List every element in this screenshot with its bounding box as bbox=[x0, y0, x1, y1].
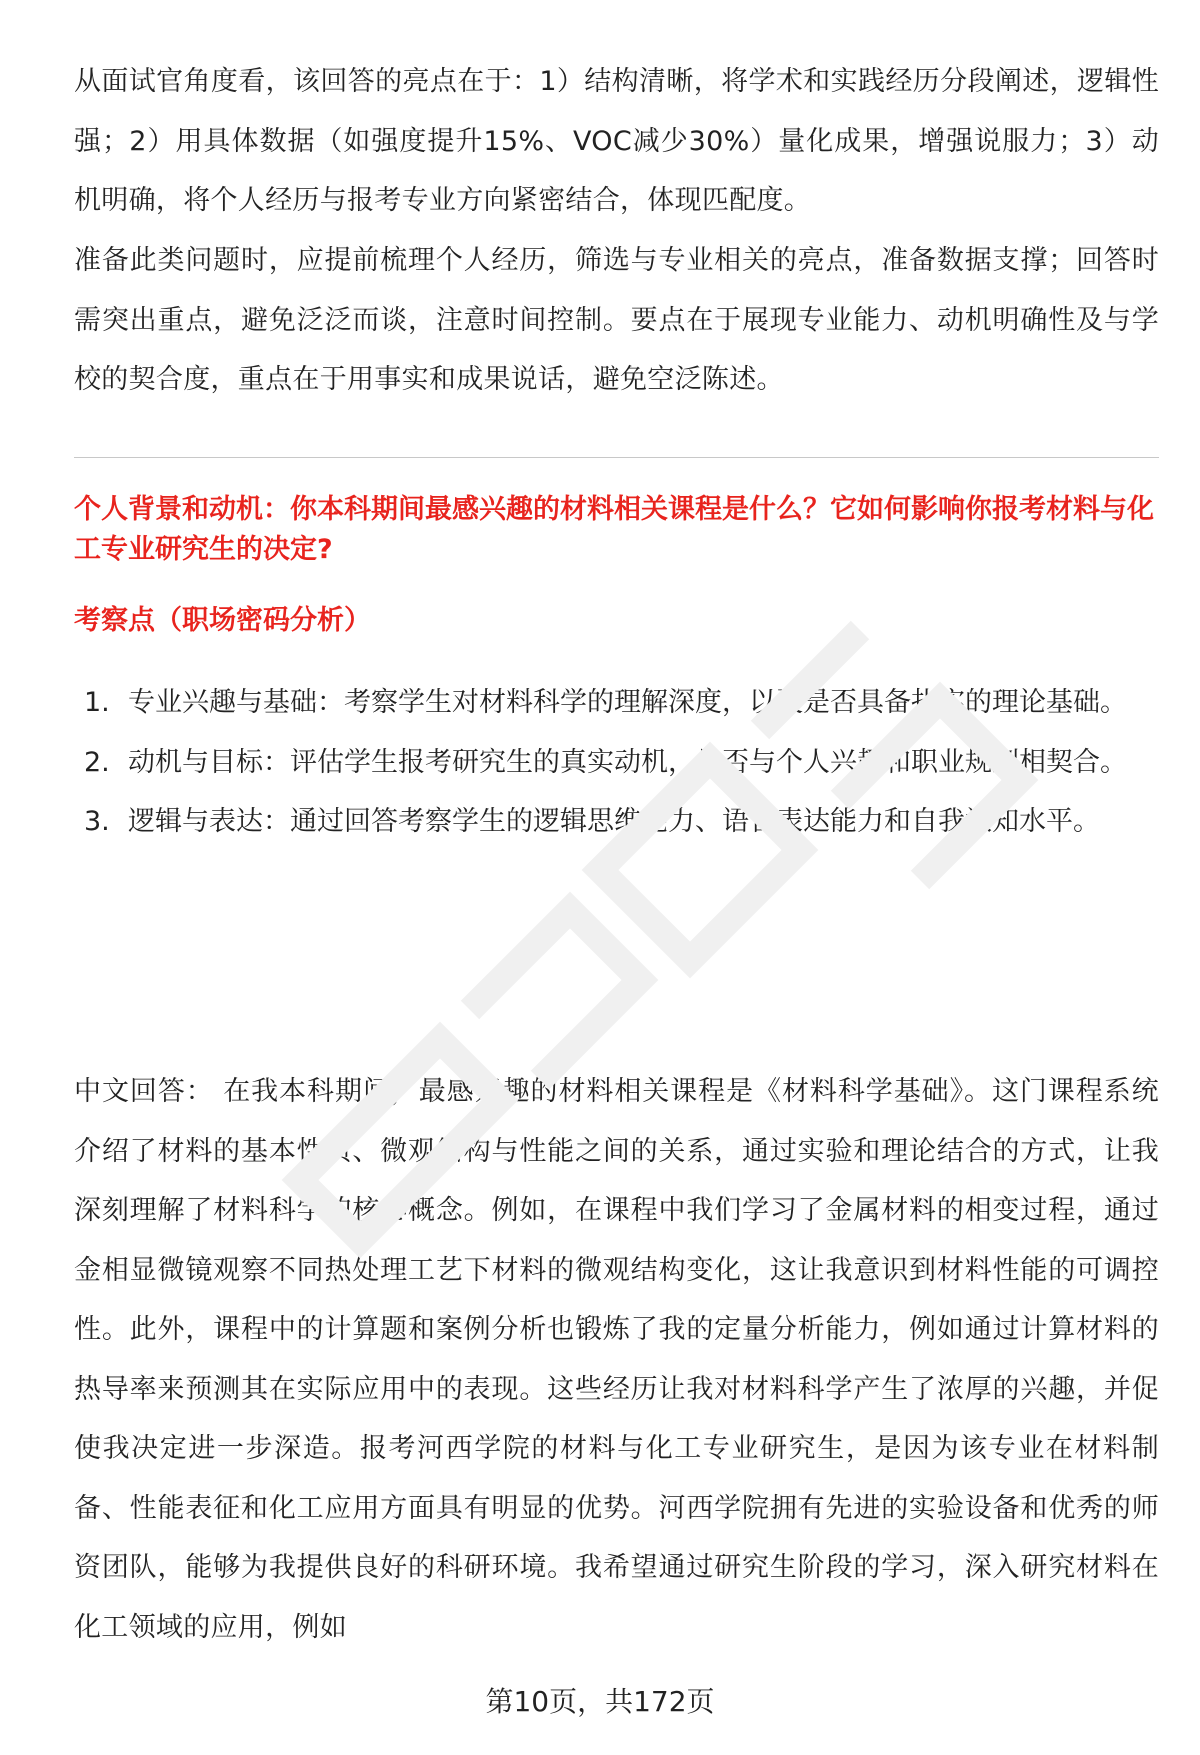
answer-paragraph: 中文回答： 在我本科期间，最感兴趣的材料相关课程是《材料科学基础》。这门课程系统介绍了材料的基本性质、微观结构与性能之间的关系，通过实验和理论结合的方式，让我深刻理解了材料科学的核心概念。例如，在课程中我们学习了金属材料的相变过程，通过金相显微镜观察不同热处理工艺下材料的微观结构变化，这让我意识到材料性能的可调控性。此外，课程中的计算题和案例分析也锻炼了我的定量分析能力，例如通过计算材料的热导率来预测其在实际应用中的表现。这些经历让我对材料科学产生了浓厚的兴趣，并促使我决定进一步深造。报考河西学院的材料与化工专业研究生，是因为该专业在材料制备、性能表征和化工应用方面具有明显的优势。河西学院拥有先进的实验设备和优秀的师资团队，能够为我提供良好的科研环境。我希望通过研究生阶段的学习，深入研究材料在化工领域的应用，例如 bbox=[74, 1076, 1159, 1643]
assessment-points-list bbox=[74, 673, 1159, 852]
list-item bbox=[74, 733, 1159, 793]
list-item-number: 2. bbox=[84, 746, 110, 778]
question-heading: 个人背景和动机：你本科期间最感兴趣的材料相关课程是什么？它如何影响你报考材料与化工专业研究生的决定? bbox=[74, 494, 1154, 565]
list-item-text: 逻辑与表达：通过回答考察学生的逻辑思维能力、语言表达能力和自我认知水平。 bbox=[128, 806, 1100, 837]
list-item bbox=[74, 673, 1159, 733]
assessment-points-heading: 考察点（职场密码分析） bbox=[74, 605, 371, 636]
section-divider bbox=[74, 457, 1159, 458]
list-item bbox=[74, 792, 1159, 852]
list-item-text: 动机与目标：评估学生报考研究生的真实动机，是否与个人兴趣和职业规划相契合。 bbox=[128, 746, 1127, 778]
page-number-footer: 第10页，共172页 bbox=[485, 1685, 715, 1718]
list-item-number: 1. bbox=[84, 687, 110, 718]
list-item-text: 专业兴趣与基础：考察学生对材料科学的理解深度，以及是否具备扎实的理论基础。 bbox=[128, 687, 1127, 718]
list-item-number: 3. bbox=[84, 806, 110, 837]
document-page bbox=[74, 0, 1159, 1755]
intro-paragraph-2: 准备此类问题时，应提前梳理个人经历，筛选与专业相关的亮点，准备数据支撑；回答时需突出重点，避免泛泛而谈，注意时间控制。要点在于展现专业能力、动机明确性及与学校的契合度，重点在于用事实和成果说话，避免空泛陈述。 bbox=[74, 245, 1159, 395]
intro-paragraph-1: 从面试官角度看，该回答的亮点在于：1）结构清晰，将学术和实践经历分段阐述，逻辑性强；2）用具体数据（如强度提升15%、VOC减少30%）量化成果，增强说服力；3）动机明确，将个人经历与报考专业方向紧密结合，体现匹配度。 bbox=[74, 66, 1159, 216]
